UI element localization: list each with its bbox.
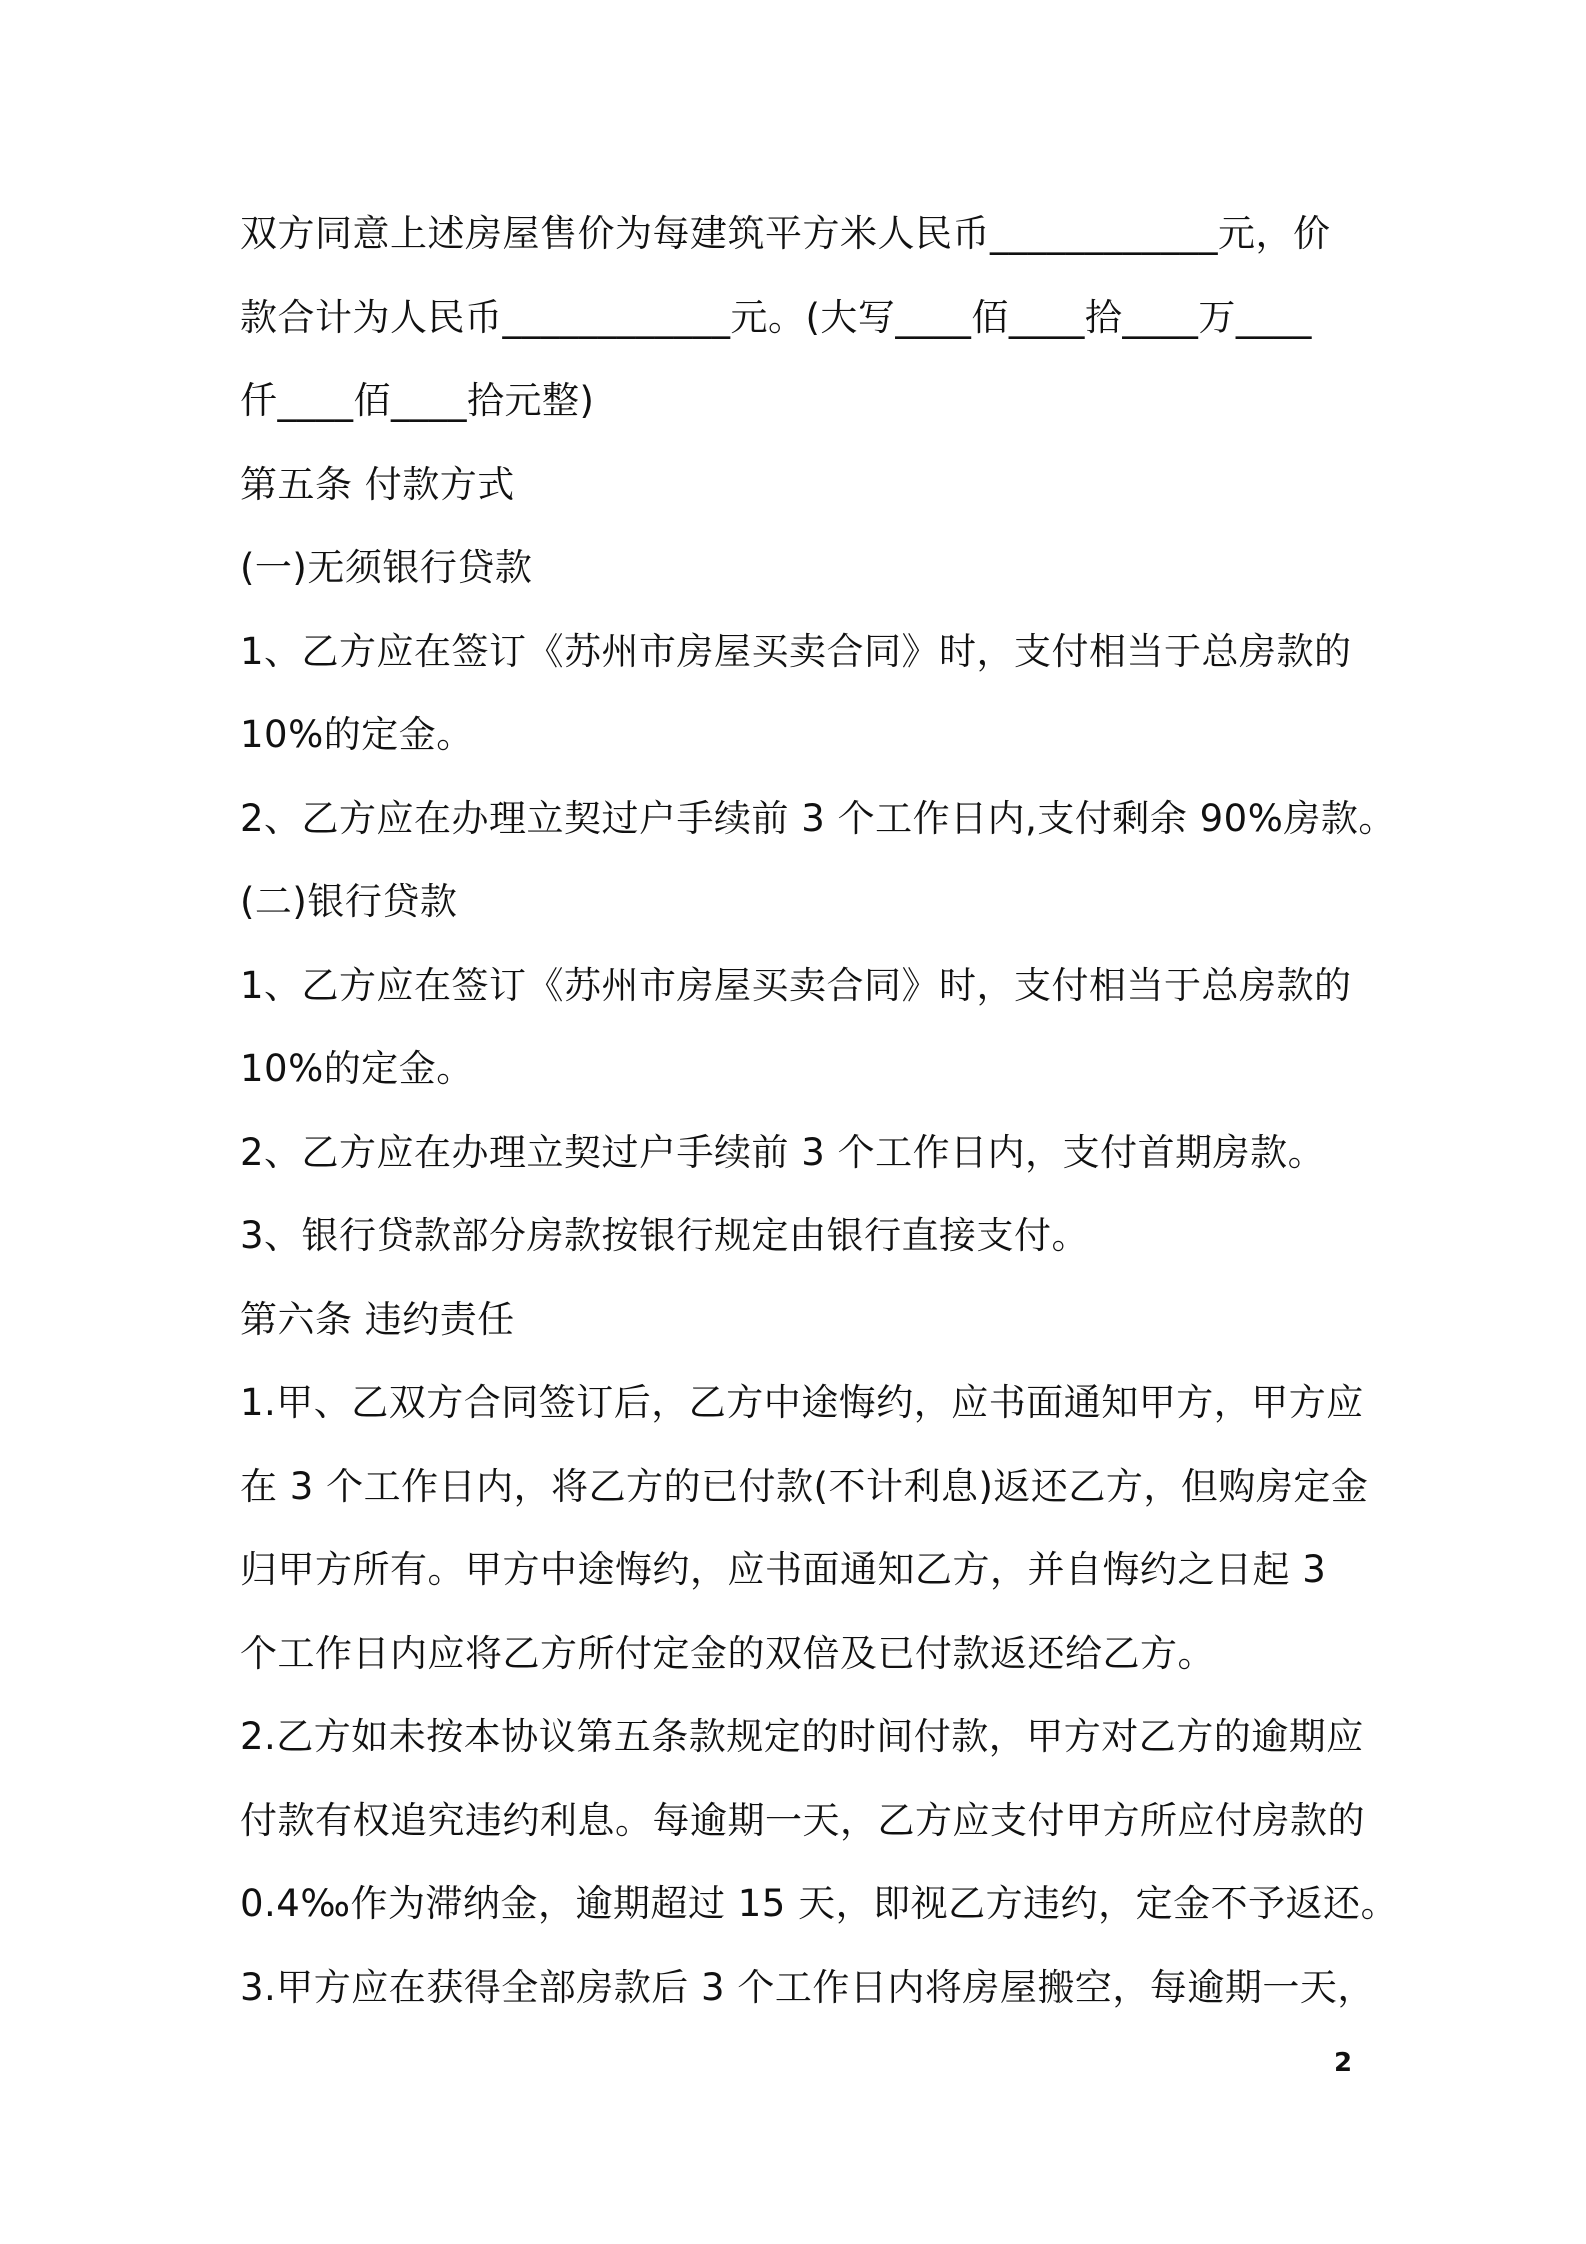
body-line: 10%的定金。: [240, 1047, 474, 1090]
section-heading-article-5: 第五条 付款方式: [240, 462, 515, 506]
body-line: 仟____佰____拾元整): [240, 379, 595, 422]
body-line: 款合计为人民币____________元。(大写____佰____拾____万____: [240, 295, 1312, 339]
body-line: 归甲方所有。甲方中途悔约，应书面通知乙方，并自悔约之日起 3: [240, 1548, 1327, 1591]
body-line: 0.4‰作为滞纳金，逾期超过 15 天，即视乙方违约，定金不予返还。: [240, 1882, 1399, 1925]
subsection-heading: (一)无须银行贷款: [240, 546, 533, 589]
body-line: 1、乙方应在签订《苏州市房屋买卖合同》时，支付相当于总房款的: [240, 629, 1352, 673]
body-line: 个工作日内应将乙方所付定金的双倍及已付款返还给乙方。: [240, 1631, 1215, 1675]
section-heading-article-6: 第六条 违约责任: [240, 1297, 515, 1341]
body-line: 1、乙方应在签订《苏州市房屋买卖合同》时，支付相当于总房款的: [240, 963, 1352, 1007]
body-line: 2、乙方应在办理立契过户手续前 3 个工作日内，支付首期房款。: [240, 1130, 1326, 1174]
body-line: 1.甲、乙双方合同签订后，乙方中途悔约，应书面通知甲方，甲方应: [240, 1381, 1364, 1424]
body-line: 双方同意上述房屋售价为每建筑平方米人民币____________元，价: [240, 212, 1331, 255]
body-line: 10%的定金。: [240, 713, 474, 756]
subsection-heading: (二)银行贷款: [240, 880, 458, 923]
body-line: 3、银行贷款部分房款按银行规定由银行直接支付。: [240, 1214, 1090, 1257]
body-line: 2.乙方如未按本协议第五条款规定的时间付款，甲方对乙方的逾期应: [240, 1715, 1364, 1758]
page-number: 2: [1334, 2048, 1353, 2078]
document-body: [240, 192, 1399, 2029]
body-line: 在 3 个工作日内，将乙方的已付款(不计利息)返还乙方，但购房定金: [240, 1464, 1369, 1508]
body-line: 3.甲方应在获得全部房款后 3 个工作日内将房屋搬空，每逾期一天，: [240, 1965, 1375, 2009]
body-line: 2、乙方应在办理立契过户手续前 3 个工作日内,支付剩余 90%房款。: [240, 796, 1396, 840]
body-line: 付款有权追究违约利息。每逾期一天，乙方应支付甲方所应付房款的: [240, 1798, 1365, 1842]
